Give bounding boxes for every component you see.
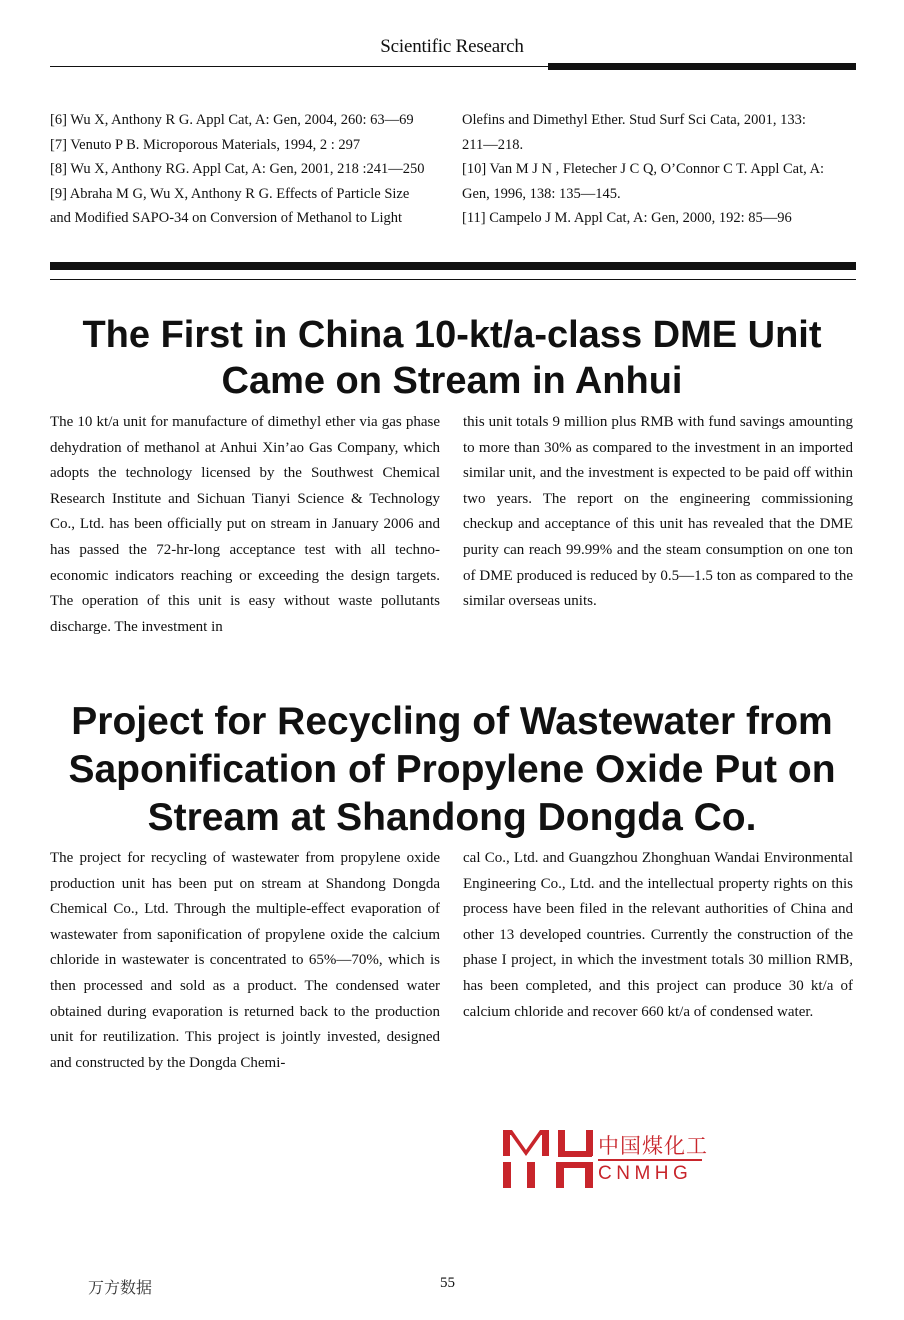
reference-line: and Modified SAPO-34 on Conversion of Methanol to Light <box>50 210 403 226</box>
article1-title: The First in China 10-kt/a-class DME Unit Came on Stream in Anhui <box>82 314 822 402</box>
references-left-column <box>50 108 444 231</box>
header-rule-thick <box>548 63 856 70</box>
section-rule-thin <box>50 279 856 280</box>
header-rule-thin <box>50 66 550 67</box>
article2-column-right: cal Co., Ltd. and Guangzhou Zhonghuan Wandai Environmental Engineering Co., Ltd. and the intellectual property rights on this process have been filed in the relevant authorities of China and other 13 developed countries. Currently the construction of the phase I project, in which the investment totals 30 million RMB, has been completed, and this project can produce 30 kt/a of calcium chloride and recover 660 kt/a of condensed water. <box>463 850 853 1020</box>
references-right-column <box>462 108 858 231</box>
reference-line: 211—218. <box>462 136 524 153</box>
footer-source: 万方数据 <box>88 1278 153 1297</box>
logo-divider <box>598 1159 702 1161</box>
reference-line: [11] Campelo J M. Appl Cat, A: Gen, 2000, 192: 85—96 <box>462 210 792 226</box>
reference-line: [8] Wu X, Anthony RG. Appl Cat, A: Gen, 2001, 218 :241—250 <box>50 161 425 177</box>
reference-line: Gen, 1996, 138: 135—145. <box>462 185 621 202</box>
running-head: Scientific Research <box>380 36 524 57</box>
reference-line: Olefins and Dimethyl Ether. Stud Surf Sci Cata, 2001, 133: <box>462 112 806 128</box>
section-rule-thick <box>50 262 856 270</box>
article2-column-left: The project for recycling of wastewater from propylene oxide production unit has been put on stream at Shandong Dongda Chemical Co., Ltd. Through the multiple-effect evaporation of wastewater from saponification of propylene oxide the calcium chloride in wastewater is concentrated to 65%—70%, which is then processed and sold as a product. The condensed water obtained during evaporation is returned back to the production unit for reutilization. This project is jointly invested, designed and constructed by the Dongda Chemi- <box>50 850 440 1071</box>
article1-column-right: this unit totals 9 million plus RMB with fund savings amounting to more than 30% as compared to the investment in an imported similar unit, and the investment is expected to be paid off within two years. The report on the engineering commissioning checkup and acceptance of this unit has revealed that the DME purity can reach 99.99% and the steam consumption on one ton of DME produced is reduced by 0.5—1.5 ton as compared to the similar overseas units. <box>463 414 853 610</box>
reference-line: [9] Abraha M G, Wu X, Anthony R G. Effects of Particle Size <box>50 185 410 202</box>
reference-line: [6] Wu X, Anthony R G. Appl Cat, A: Gen, 2004, 260: 63—69 <box>50 112 414 128</box>
logo-chinese-name: 中国煤化工 <box>598 1134 708 1158</box>
reference-line: [10] Van M J N , Fletecher J C Q, O’Connor C T. Appl Cat, A: <box>462 161 825 177</box>
article2-title: Project for Recycling of Wastewater from Saponification of Propylene Oxide Put on Stream at Shandong Dongda Co. <box>68 700 836 839</box>
page-number: 55 <box>440 1275 455 1291</box>
logo-english-name: CNMHG <box>598 1163 693 1184</box>
reference-line: [7] Venuto P B. Microporous Materials, 1994, 2 : 297 <box>50 136 361 153</box>
article1-column-left: The 10 kt/a unit for manufacture of dimethyl ether via gas phase dehydration of methanol at Anhui Xin’ao Gas Company, which adopts the technology licensed by the Southwest Chemical Research Institute and Sichuan Tianyi Science & Technology Co., Ltd. has been officially put on stream in January 2006 and has passed the 72-hr-long acceptance test with all techno-economic indicators reaching or exceeding the design targets. The operation of this unit is easy without waste pollutants discharge. The investment in <box>50 414 440 635</box>
